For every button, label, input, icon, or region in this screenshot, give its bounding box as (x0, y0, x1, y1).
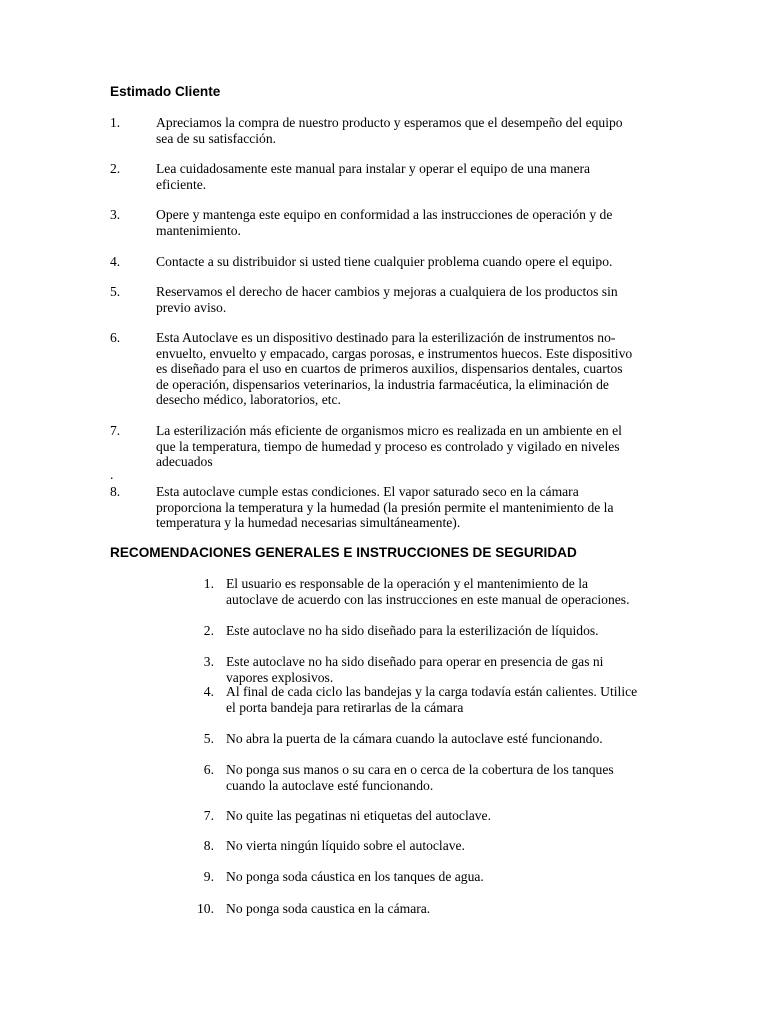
safety-heading: RECOMENDACIONES GENERALES E INSTRUCCIONES DE SEGURIDAD (110, 545, 577, 560)
customer-item-line: Contacte a su distribuidor si usted tiene cualquier problema cuando opere el equipo. (156, 254, 613, 269)
safety-item-line: No ponga soda caustica en la cámara. (226, 901, 431, 916)
safety-item-text (226, 808, 491, 824)
safety-item-line: No quite las pegatinas ni etiquetas del autoclave. (226, 808, 491, 823)
customer-item-text (156, 254, 612, 270)
customer-item-number: 4. (110, 254, 121, 269)
customer-item-number: 7. (110, 423, 121, 438)
safety-item-number: 7. (203, 808, 214, 823)
safety-item-line: autoclave de acuerdo con las instrucciones en este manual de operaciones. (226, 591, 630, 607)
customer-item-line: proporciona la temperatura y la humedad (la presión permite el mantenimiento de la (156, 499, 614, 515)
stray-dot: . (110, 467, 114, 482)
safety-item-line: No abra la puerta de la cámara cuando la autoclave esté funcionando. (226, 731, 603, 746)
customer-item-line: adecuados (156, 454, 213, 470)
customer-item-line: sea de su satisfacción. (156, 130, 277, 146)
customer-item-text (156, 423, 622, 470)
customer-item-text (156, 115, 623, 146)
safety-item-line: No ponga soda cáustica en los tanques de agua. (226, 869, 484, 884)
customer-item-number: 5. (110, 284, 121, 299)
customer-item-line: Apreciamos la compra de nuestro producto y esperamos que el desempeño del equipo (156, 115, 623, 130)
safety-item-number: 6. (203, 762, 214, 777)
safety-item-line: No vierta ningún líquido sobre el autoclave. (226, 838, 465, 853)
customer-item-line: envuelto, envuelto y empacado, cargas porosas, e instrumentos huecos. Este dispositivo (156, 345, 633, 361)
safety-item-text (226, 901, 430, 917)
safety-item-number: 8. (203, 838, 214, 853)
customer-item-text (156, 161, 590, 192)
safety-item-line: Este autoclave no ha sido diseñado para operar en presencia de gas ni (226, 654, 604, 669)
safety-item-number: 1. (203, 576, 214, 591)
customer-item-text (156, 284, 618, 315)
customer-item-text (156, 330, 632, 408)
safety-item-line: cuando la autoclave esté funcionando. (226, 777, 434, 793)
safety-item-line: el porta bandeja para retirarlas de la cámara (226, 699, 464, 715)
customer-item-line: Esta autoclave cumple estas condiciones. El vapor saturado seco en la cámara (156, 484, 579, 499)
safety-item-line: Al final de cada ciclo las bandejas y la carga todavía están calientes. Utilice (226, 684, 638, 699)
safety-item-number: 2. (203, 623, 214, 638)
customer-item-number: 3. (110, 207, 121, 222)
safety-item-text (226, 869, 484, 885)
safety-item-number: 5. (203, 731, 214, 746)
safety-item-line: Este autoclave no ha sido diseñado para la esterilización de líquidos. (226, 623, 599, 638)
customer-item-line: eficiente. (156, 176, 207, 192)
safety-item-number: 9. (203, 869, 214, 884)
customer-item-text (156, 484, 613, 531)
customer-item-number: 2. (110, 161, 121, 176)
safety-item-line: El usuario es responsable de la operación y el mantenimiento de la (226, 576, 588, 591)
safety-item-number: 3. (203, 654, 214, 669)
customer-item-number: 6. (110, 330, 121, 345)
customer-item-line: de operación, dispensarios veterinarios, la industria farmacéutica, la eliminación de (156, 376, 609, 392)
customer-item-line: desecho médico, laboratorios, etc. (156, 392, 341, 408)
customer-item-line: es diseñado para el uso en cuartos de primeros auxilios, dispensarios dentales, cuartos (156, 361, 623, 377)
customer-item-line: mantenimiento. (156, 222, 241, 238)
customer-item-line: previo aviso. (156, 299, 227, 315)
customer-item-line: Lea cuidadosamente este manual para instalar y operar el equipo de una manera (156, 161, 591, 176)
safety-item-text (226, 654, 603, 685)
safety-item-text (226, 762, 614, 793)
customer-item-number: 1. (110, 115, 121, 130)
safety-item-number: 10. (197, 901, 214, 916)
customer-item-line: temperatura y la humedad necesarias simultáneamente). (156, 515, 461, 531)
safety-item-text (226, 731, 603, 747)
safety-item-text (226, 576, 630, 607)
customer-item-text (156, 207, 612, 238)
safety-item-number: 4. (203, 684, 214, 699)
customer-item-line: Opere y mantenga este equipo en conformidad a las instrucciones de operación y de (156, 207, 613, 222)
customer-item-line: que la temperatura, tiempo de humedad y proceso es controlado y vigilado en niveles (156, 438, 620, 454)
safety-item-line: vapores explosivos. (226, 669, 334, 685)
safety-item-text (226, 623, 599, 639)
customer-item-number: 8. (110, 484, 121, 499)
customer-item-line: Reservamos el derecho de hacer cambios y mejoras a cualquiera de los productos sin (156, 284, 618, 299)
greeting-heading: Estimado Cliente (110, 84, 221, 99)
customer-item-line: La esterilización más eficiente de organismos micro es realizada en un ambiente en el (156, 423, 622, 438)
safety-item-line: No ponga sus manos o su cara en o cerca de la cobertura de los tanques (226, 762, 614, 777)
safety-item-text (226, 684, 637, 715)
customer-item-line: Esta Autoclave es un dispositivo destinado para la esterilización de instrumentos no- (156, 330, 616, 345)
safety-item-text (226, 838, 465, 854)
